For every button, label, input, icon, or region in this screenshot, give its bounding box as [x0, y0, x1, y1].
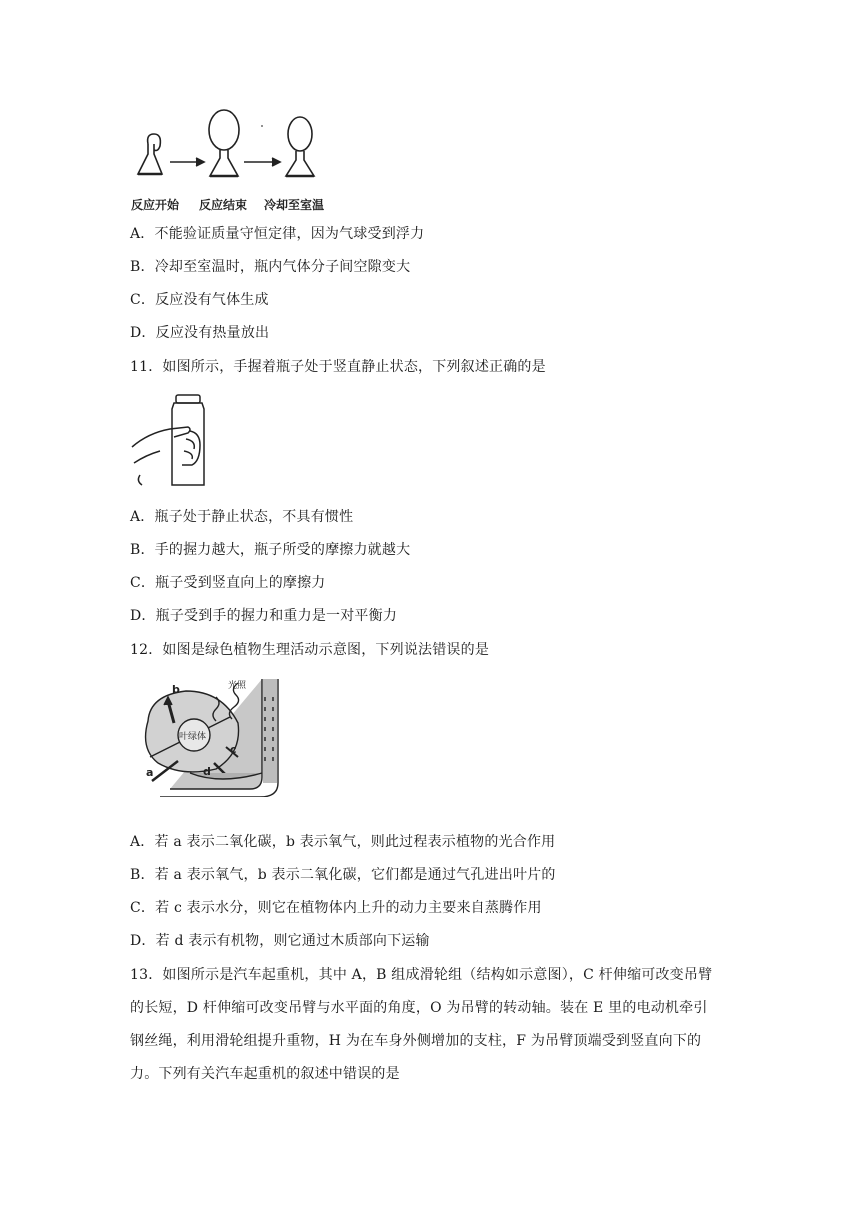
caption-reaction-start: 反应开始	[131, 198, 180, 212]
q11-option-a: A．瓶子处于静止状态，不具有惯性	[130, 509, 354, 525]
plant-physiology-figure	[130, 677, 284, 797]
q12-option-a: A．若 a 表示二氧化碳，b 表示氧气，则此过程表示植物的光合作用	[130, 834, 556, 850]
q10-option-b: B．冷却至室温时，瓶内气体分子间空隙变大	[130, 259, 411, 275]
q12-option-b: B．若 a 表示氧气，b 表示二氧化碳，它们都是通过气孔进出叶片的	[130, 867, 556, 883]
hand-bottle-figure	[130, 393, 212, 489]
q11-option-d: D．瓶子受到手的握力和重力是一对平衡力	[130, 608, 398, 624]
label-c: c	[230, 743, 237, 756]
label-a: a	[146, 766, 154, 779]
q13-line-4: 力。下列有关汽车起重机的叙述中错误的是	[130, 1066, 400, 1082]
q10-option-a: A．不能验证质量守恒定律，因为气球受到浮力	[130, 226, 425, 242]
plant-physiology-diagram	[130, 677, 284, 797]
flask-balloon-diagram	[132, 104, 352, 190]
q10-option-d: D．反应没有热量放出	[130, 325, 270, 341]
label-light: 光照	[228, 681, 247, 691]
q12-stem: 12．如图是绿色植物生理活动示意图，下列说法错误的是	[130, 642, 490, 658]
q10-option-c: C．反应没有气体生成	[130, 292, 269, 308]
caption-cooled-room-temp: 冷却至室温	[264, 198, 325, 212]
q13-line-1: 13．如图所示是汽车起重机，其中 A，B 组成滑轮组（结构如示意图），C 杆伸缩可改变吊臂	[130, 967, 713, 983]
q11-stem: 11．如图所示，手握着瓶子处于竖直静止状态，下列叙述正确的是	[130, 359, 546, 375]
q12-option-c: C．若 c 表示水分，则它在植物体内上升的动力主要来自蒸腾作用	[130, 900, 542, 916]
label-d: d	[203, 765, 211, 778]
caption-reaction-end: 反应结束	[199, 198, 248, 212]
flask-balloon-figure	[132, 104, 352, 190]
q11-option-b: B．手的握力越大，瓶子所受的摩擦力就越大	[130, 542, 411, 558]
q11-option-c: C．瓶子受到竖直向上的摩擦力	[130, 575, 326, 591]
label-b: b	[172, 683, 180, 696]
label-chloroplast: 叶绿体	[179, 732, 207, 742]
q12-option-d: D．若 d 表示有机物，则它通过木质部向下运输	[130, 933, 430, 949]
hand-bottle-diagram	[130, 393, 212, 489]
q13-line-3: 钢丝绳，利用滑轮组提升重物，H 为在车身外侧增加的支柱，F 为吊臂顶端受到竖直向下的	[130, 1033, 702, 1049]
q13-line-2: 的长短，D 杆伸缩可改变吊臂与水平面的角度，O 为吊臂的转动轴。装在 E 里的电动机牵引	[130, 1000, 708, 1016]
